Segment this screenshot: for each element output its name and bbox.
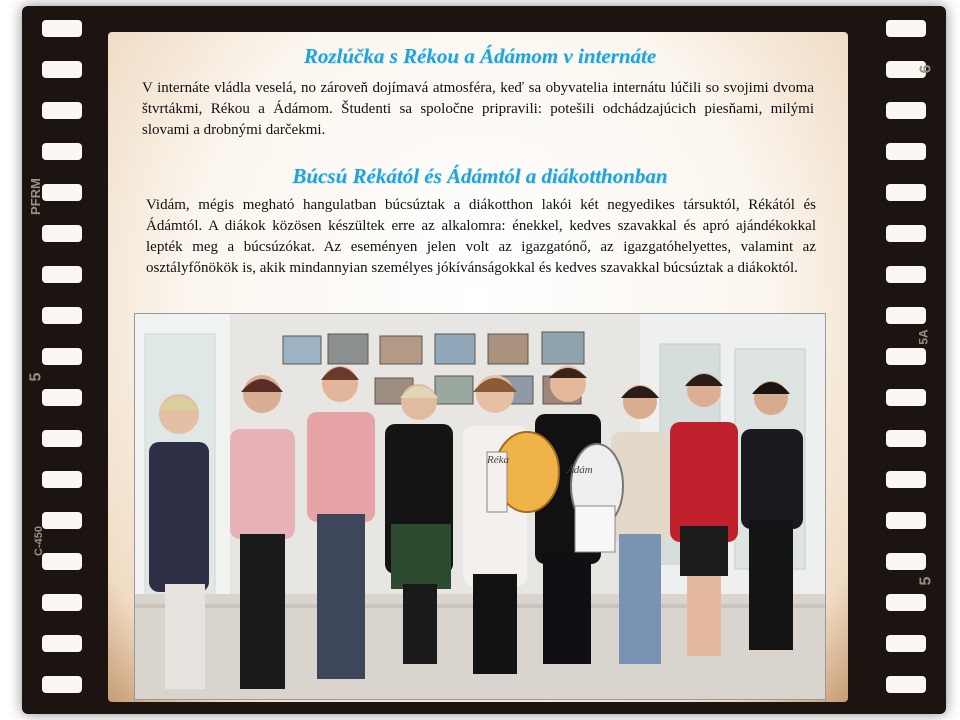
film-perforation bbox=[886, 143, 926, 160]
film-perforation bbox=[886, 307, 926, 324]
title-hungarian: Búcsú Rékától és Ádámtól a diákotthonban bbox=[292, 164, 668, 188]
film-perforation bbox=[42, 225, 82, 242]
film-perforation bbox=[886, 512, 926, 529]
film-perforation bbox=[886, 184, 926, 201]
film-perforation bbox=[42, 184, 82, 201]
film-perforation bbox=[42, 348, 82, 365]
film-perforation bbox=[886, 594, 926, 611]
film-perforation bbox=[886, 430, 926, 447]
photo-sign-adam: Ádám bbox=[567, 464, 593, 476]
film-perforation bbox=[42, 61, 82, 78]
film-perforation bbox=[42, 553, 82, 570]
film-edge-mark-5-right: 5 bbox=[917, 576, 935, 586]
title-slovak: Rozlúčka s Rékou a Ádámom v internáte bbox=[303, 44, 657, 68]
film-perforation bbox=[42, 430, 82, 447]
photo-sign-reka: Réka bbox=[487, 454, 509, 466]
film-perforation bbox=[42, 20, 82, 37]
film-perforation bbox=[42, 389, 82, 406]
paragraph-slovak: V internáte vládla veselá, no zároveň dojímavá atmosféra, keď sa obyvatelia internátu lúčili so svojimi dvoma štvrtákmi, Rékou a Ádámom. Študenti sa spoločne pripravili: potešili odchádzajúcich piesňami, milými slovami a drobnými darčekmi. bbox=[142, 80, 814, 138]
group-photo bbox=[134, 313, 826, 700]
film-perforation bbox=[42, 594, 82, 611]
film-perforation bbox=[886, 635, 926, 652]
film-perforation bbox=[42, 635, 82, 652]
film-perforation bbox=[42, 143, 82, 160]
film-perforation bbox=[886, 348, 926, 365]
film-perforation bbox=[886, 266, 926, 283]
film-perforation bbox=[886, 553, 926, 570]
film-perforation bbox=[42, 471, 82, 488]
group-photo-illustration bbox=[135, 314, 825, 699]
paragraph-hungarian: Vidám, mégis megható hangulatban búcsúztak a diákotthon lakói két negyedikes társuktól, Rékától és Ádámtól. A diákok közösen készültek erre az alkalomra: énekkel, kedves szavakkal és apró ajándékokkal lepték meg a búcsúzókat. Az eseményen jelen volt az igazgatónő, az igazgatóhelyettes, valamint az osztályfőnökök is, akik mindannyian személyes jókívánságokkal és kedves szavakkal búcsúztak a diákoktól. bbox=[146, 197, 816, 276]
film-perforation bbox=[42, 512, 82, 529]
film-perforation bbox=[886, 102, 926, 119]
film-perforation bbox=[42, 676, 82, 693]
film-perforation bbox=[886, 20, 926, 37]
film-edge-mark-5a: 5A bbox=[916, 329, 931, 345]
film-edge-mark-pfrm: PFRM bbox=[28, 178, 43, 215]
film-perforation bbox=[42, 266, 82, 283]
film-perforation bbox=[886, 471, 926, 488]
film-perforation bbox=[886, 676, 926, 693]
film-edge-mark-c450: C-450 bbox=[32, 526, 45, 556]
film-perforation bbox=[42, 102, 82, 119]
film-edge-mark-6: 6 bbox=[917, 64, 935, 74]
film-perforation bbox=[42, 307, 82, 324]
film-edge-mark-5-left: 5 bbox=[27, 372, 45, 382]
film-perforation bbox=[886, 225, 926, 242]
film-perforation bbox=[886, 389, 926, 406]
